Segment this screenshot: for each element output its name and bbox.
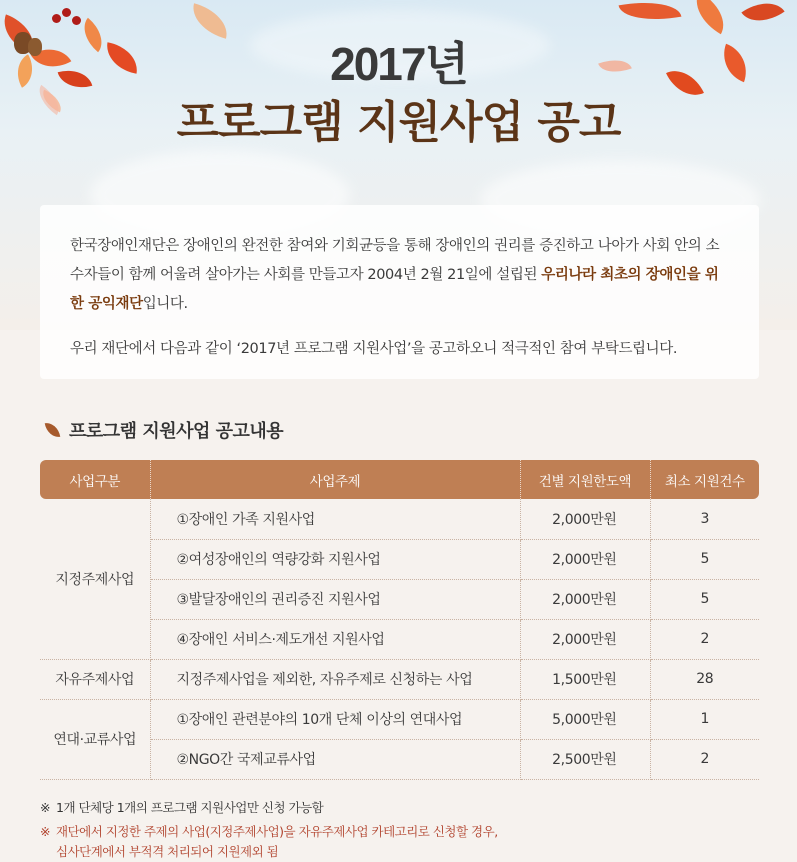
amount-cell: 2,000만원: [520, 579, 650, 619]
topic-cell: ③발달장애인의 권리증진 지원사업: [150, 579, 520, 619]
table-header-row: [40, 460, 759, 499]
note-mark: ※: [40, 800, 50, 815]
leaf-icon: [45, 421, 61, 439]
intro-text: 입니다.: [142, 296, 188, 312]
count-cell: 1: [650, 699, 759, 739]
page-title-main: 프로그램 지원사업 공고: [176, 97, 621, 148]
section-heading: [46, 417, 283, 443]
grant-table: [40, 460, 759, 780]
count-cell: 3: [650, 499, 759, 539]
topic-cell: 지정주제사업을 제외한, 자유주제로 신청하는 사업: [150, 659, 520, 699]
note-1: [40, 798, 498, 818]
header-category: 사업구분: [40, 460, 150, 499]
berry-decoration: [62, 8, 71, 17]
amount-cell: 2,000만원: [520, 499, 650, 539]
notes: [40, 798, 498, 862]
intro-paragraph-2: 우리 재단에서 다음과 같이 ‘2017년 프로그램 지원사업’을 공고하오니 적극적인 참여 부탁드립니다.: [70, 341, 678, 357]
intro-highlight: 우리나라 최초의 장애인을 위한 공익재단: [70, 267, 719, 312]
header-amount: 건별 지원한도액: [520, 460, 650, 499]
note-line: [40, 822, 498, 842]
topic-cell: ④장애인 서비스·제도개선 지원사업: [150, 619, 520, 659]
note-text: 심사단계에서 부적격 처리되어 지원제외 됨: [56, 844, 279, 859]
amount-cell: 2,500만원: [520, 739, 650, 779]
count-cell: 5: [650, 539, 759, 579]
category-cell: 연대·교류사업: [40, 699, 150, 779]
note-text: 1개 단체당 1개의 프로그램 지원사업만 신청 가능함: [56, 800, 324, 815]
page-title-year: 2017년: [330, 38, 467, 90]
table-row: [40, 659, 759, 699]
note-text: 재단에서 지정한 주제의 사업(지정주제사업)을 자유주제사업 카테고리로 신청할 경우,: [56, 824, 498, 839]
count-cell: 28: [650, 659, 759, 699]
topic-cell: ①장애인 가족 지원사업: [150, 499, 520, 539]
amount-cell: 2,000만원: [520, 539, 650, 579]
berry-decoration: [72, 16, 81, 25]
category-cell: 지정주제사업: [40, 499, 150, 659]
berry-decoration: [52, 14, 61, 23]
table-row: [40, 499, 759, 539]
intro-paragraph-1: [70, 232, 729, 319]
count-cell: 2: [650, 739, 759, 779]
topic-cell: ②NGO간 국제교류사업: [150, 739, 520, 779]
note-2: [40, 822, 498, 862]
category-cell: 자유주제사업: [40, 659, 150, 699]
intro-text: 한국장애인재단은 장애인의 완전한 참여와 기회균등을 통해 장애인의 권리를 증진하고 나아가 사회 안의 소수자들이 함께 어울려 살아가는 사회를 만들고자 2004년 2월 21일에 설립된: [70, 238, 720, 283]
count-cell: 5: [650, 579, 759, 619]
count-cell: 2: [650, 619, 759, 659]
amount-cell: 2,000만원: [520, 619, 650, 659]
intro-box: [40, 205, 759, 379]
topic-cell: ①장애인 관련분야의 10개 단체 이상의 연대사업: [150, 699, 520, 739]
note-mark: ※: [40, 824, 50, 839]
amount-cell: 5,000만원: [520, 699, 650, 739]
header-topic: 사업주제: [150, 460, 520, 499]
header-count: 최소 지원건수: [650, 460, 759, 499]
amount-cell: 1,500만원: [520, 659, 650, 699]
topic-cell: ②여성장애인의 역량강화 지원사업: [150, 539, 520, 579]
table-row: [40, 699, 759, 739]
section-heading-text: 프로그램 지원사업 공고내용: [69, 421, 284, 442]
